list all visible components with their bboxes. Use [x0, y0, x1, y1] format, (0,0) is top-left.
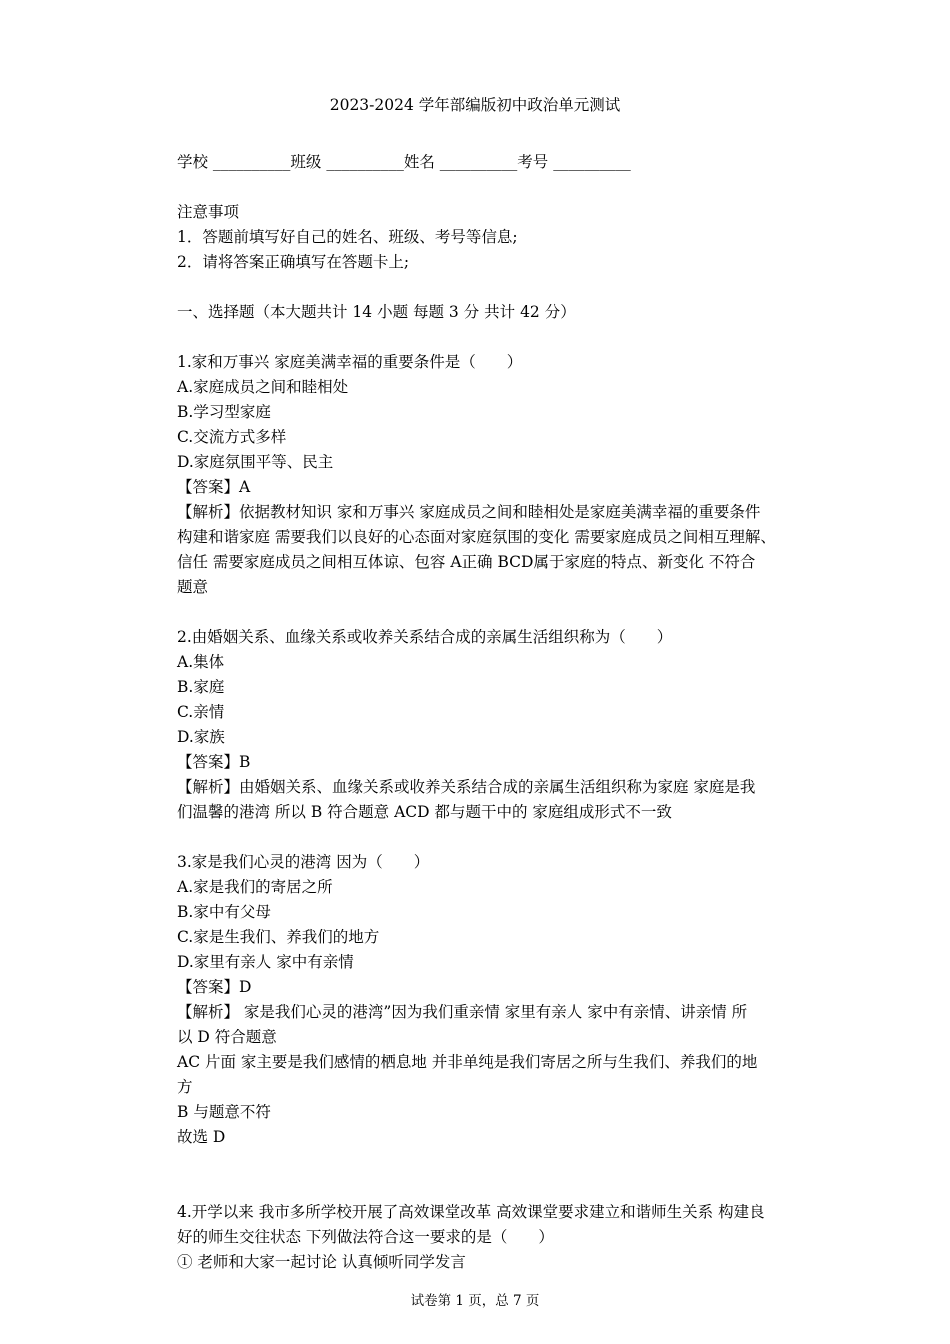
spacer — [177, 1150, 827, 1175]
question-option: D.家族 — [177, 728, 225, 746]
question-analysis: 们温馨的港湾 所以 B 符合题意 ACD 都与题干中的 家庭组成形式不一致 — [177, 803, 672, 821]
question-stem: 4.开学以来 我市多所学校开展了高效课堂改革 高效课堂要求建立和谐师生关系 构建良 — [177, 1203, 765, 1221]
question-block — [177, 850, 827, 1150]
question-stem: 1.家和万事兴 家庭美满幸福的重要条件是（ ） — [177, 353, 523, 371]
question-analysis: 构建和谐家庭 需要我们以良好的心态面对家庭氛围的变化 需要家庭成员之间相互理解、 — [177, 528, 776, 546]
question-answer: 【答案】A — [177, 478, 251, 496]
page-footer: 试卷第 1 页，总 7 页 — [410, 1293, 540, 1309]
question-analysis: 【解析】 家是我们心灵的港湾”因为我们重亲情 家里有亲人 家中有亲情、讲亲情 所 — [177, 1003, 748, 1021]
question-analysis: B 与题意不符 — [177, 1103, 271, 1121]
question-option: C.亲情 — [177, 703, 225, 721]
section-heading: 一、选择题（本大题共计 14 小题 每题 3 分 共计 42 分） — [177, 303, 576, 321]
question-stem: 2.由婚姻关系、血缘关系或收养关系结合成的亲属生活组织称为（ ） — [177, 628, 673, 646]
question-answer: 【答案】B — [177, 753, 251, 771]
exam-title: 2023-2024 学年部编版初中政治单元测试 — [329, 96, 621, 114]
question-analysis: 题意 — [177, 578, 209, 596]
question-option: C.交流方式多样 — [177, 428, 287, 446]
spacer — [177, 600, 827, 625]
question-option: A.家庭成员之间和睦相处 — [177, 378, 349, 396]
question-option: D.家里有亲人 家中有亲情 — [177, 953, 354, 971]
question-option: B.学习型家庭 — [177, 403, 271, 421]
question-block — [177, 625, 827, 825]
notice-item: 1．答题前填写好自己的姓名、班级、考号等信息; — [177, 228, 518, 246]
question-option: B.家庭 — [177, 678, 225, 696]
question-analysis: 方 — [177, 1078, 193, 1096]
question-option: D.家庭氛围平等、民主 — [177, 453, 334, 471]
student-info-line: 学校 __________班级 __________姓名 __________考号 __________ — [177, 153, 631, 171]
question-option: B.家中有父母 — [177, 903, 271, 921]
question-stem: 好的师生交往状态 下列做法符合这一要求的是（ ） — [177, 1228, 554, 1246]
question-analysis: 【解析】依据教材知识 家和万事兴 家庭成员之间和睦相处是家庭美满幸福的重要条件 — [177, 503, 761, 521]
question-analysis: AC 片面 家主要是我们感情的栖息地 并非单纯是我们寄居之所与生我们、养我们的地 — [177, 1053, 758, 1071]
spacer — [177, 825, 827, 850]
notice-heading: 注意事项 — [177, 203, 240, 221]
question-option: A.家是我们的寄居之所 — [177, 878, 333, 896]
spacer — [177, 175, 827, 200]
question-option: ① 老师和大家一起讨论 认真倾听同学发言 — [177, 1253, 466, 1271]
question-analysis: 【解析】由婚姻关系、血缘关系或收养关系结合成的亲属生活组织称为家庭 家庭是我 — [177, 778, 756, 796]
spacer — [177, 325, 827, 350]
question-option: A.集体 — [177, 653, 225, 671]
question-option: C.家是生我们、养我们的地方 — [177, 928, 380, 946]
question-block — [177, 1200, 827, 1275]
question-stem: 3.家是我们心灵的港湾 因为（ ） — [177, 853, 430, 871]
notice-item: 2．请将答案正确填写在答题卡上; — [177, 253, 410, 271]
question-list — [177, 350, 827, 1275]
exam-content — [177, 150, 827, 1275]
question-analysis: 故选 D — [177, 1128, 226, 1146]
question-analysis: 以 D 符合题意 — [177, 1028, 277, 1046]
question-block — [177, 350, 827, 600]
question-answer: 【答案】D — [177, 978, 252, 996]
spacer — [177, 1175, 827, 1200]
question-analysis: 信任 需要家庭成员之间相互体谅、包容 A正确 BCD属于家庭的特点、新变化 不符合 — [177, 553, 756, 571]
spacer — [177, 275, 827, 300]
